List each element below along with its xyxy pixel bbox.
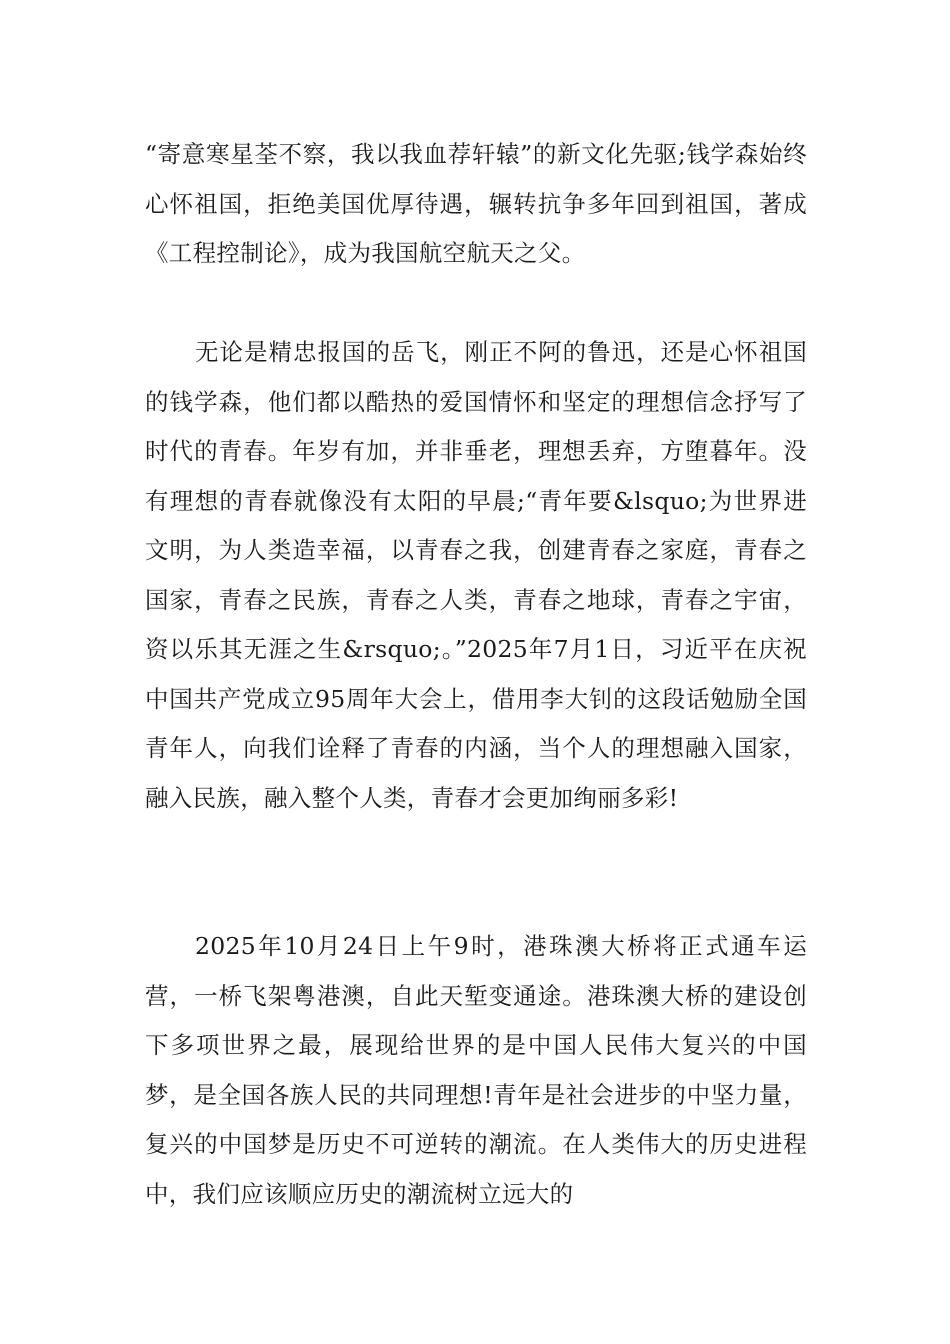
paragraph-3: 2025年10月24日上午9时，港珠澳大桥将正式通车运营，一桥飞架粤港澳，自此天堑变通途。港珠澳大桥的建设创下多项世界之最，展现给世界的是中国人民伟大复兴的中国梦，是全国各族人民的共同理想!青年是社会进步的中坚力量，复兴的中国梦是历史不可逆转的潮流。在人类伟大的历史进程中，我们应该顺应历史的潮流树立远大的 [145, 932, 807, 1208]
paragraph-1: “寄意寒星荃不察，我以我血荐轩辕”的新文化先驱;钱学森始终心怀祖国，拒绝美国优厚待遇，辗转抗争多年回到祖国，著成《工程控制论》，成为我国航空航天之父。 [145, 140, 807, 267]
paragraph-2: 无论是精忠报国的岳飞，刚正不阿的鲁迅，还是心怀祖国的钱学森，他们都以酷热的爱国情怀和坚定的理想信念抒写了时代的青春。年岁有加，并非垂老，理想丢弃，方堕暮年。没有理想的青春就像没有太阳的早晨;“青年要&lsquo;为世界进文明，为人类造幸福，以青春之我，创建青春之家庭，青春之国家，青春之民族，青春之人类，青春之地球，青春之宇宙，资以乐其无涯之生&rsquo;。”2025年7月1日，习近平在庆祝中国共产党成立95周年大会上，借用李大钊的这段话勉励全国青年人，向我们诠释了青春的内涵，当个人的理想融入国家，融入民族，融入整个人类，青春才会更加绚丽多彩! [145, 338, 807, 812]
